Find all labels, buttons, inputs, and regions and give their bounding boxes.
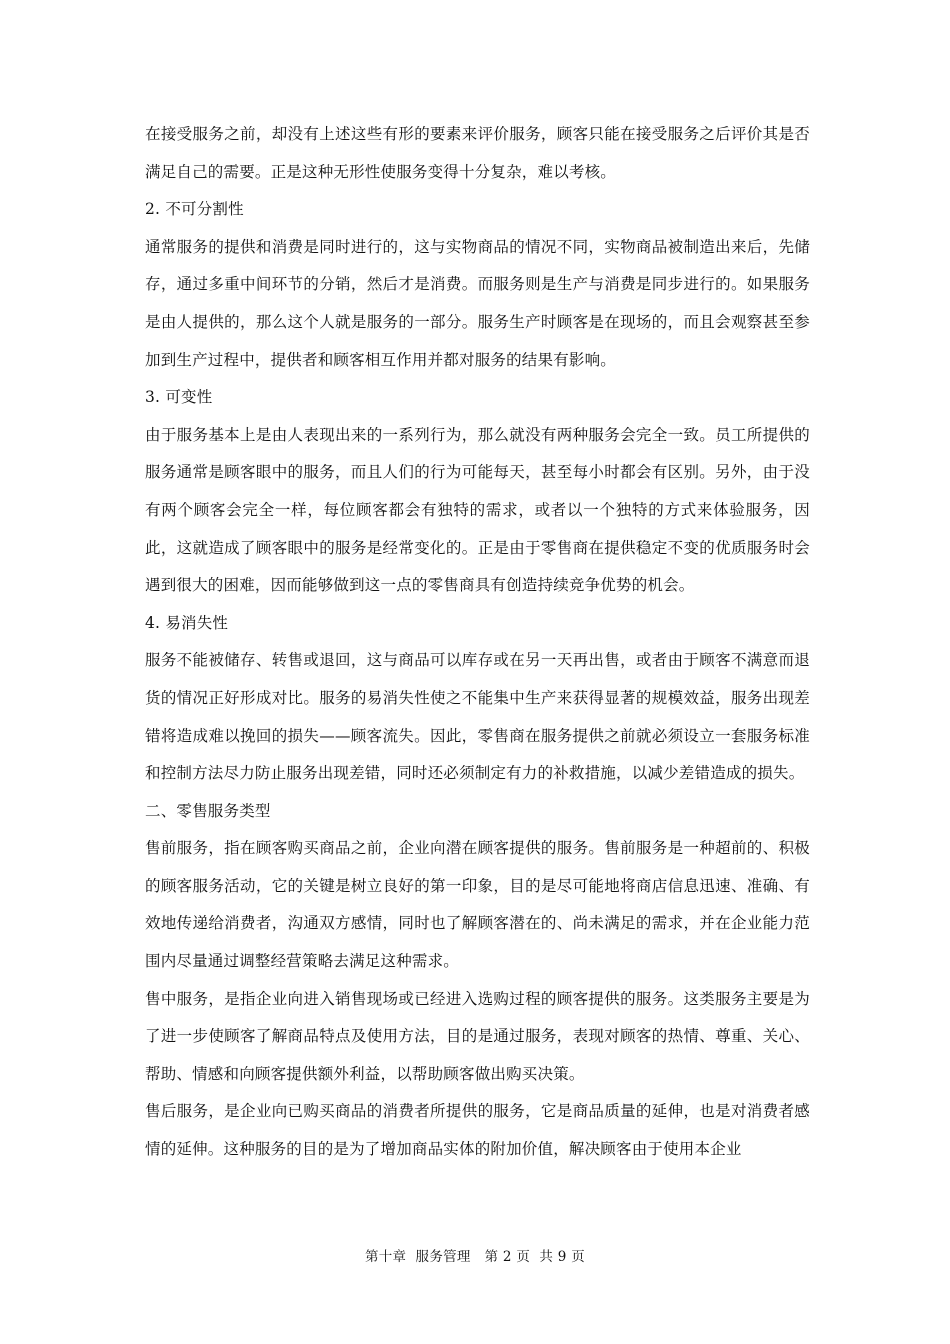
paragraph-inseparability: 通常服务的提供和消费是同时进行的，这与实物商品的情况不同，实物商品被制造出来后，先储存，通过多重中间环节的分销，然后才是消费。而服务则是生产与消费是同步进行的。如果服务是由人提供的，那么这个人就是服务的一部分。服务生产时顾客是在现场的，而且会观察甚至参加到生产过程中，提供者和顾客相互作用并都对服务的结果有影响。 bbox=[145, 237, 810, 369]
paragraph-in-sale-service: 售中服务，是指企业向进入销售现场或已经进入选购过程的顾客提供的服务。这类服务主要是为了进一步使顾客了解商品特点及使用方法，目的是通过服务，表现对顾客的热情、尊重、关心、帮助、情感和向顾客提供额外利益，以帮助顾客做出购买决策。 bbox=[145, 989, 810, 1083]
paragraph-variability: 由于服务基本上是由人表现出来的一系列行为，那么就没有两种服务会完全一致。员工所提供的服务通常是顾客眼中的服务，而且人们的行为可能每天，甚至每小时都会有区别。另外，由于没有两个顾客会完全一样，每位顾客都会有独特的需求，或者以一个独特的方式来体验服务，因此，这就造成了顾客眼中的服务是经常变化的。正是由于零售商在提供稳定不变的优质服务时会遇到很大的困难，因而能够做到这一点的零售商具有创造持续竞争优势的机会。 bbox=[145, 425, 810, 595]
paragraph-pre-sale-service: 售前服务，指在顾客购买商品之前，企业向潜在顾客提供的服务。售前服务是一种超前的、积极的顾客服务活动，它的关键是树立良好的第一印象，目的是尽可能地将商店信息迅速、准确、有效地传递给消费者，沟通双方感情，同时也了解顾客潜在的、尚未满足的需求，并在企业能力范围内尽量通过调整经营策略去满足这种需求。 bbox=[145, 839, 810, 971]
footer-page-info: 第 2 页 共 9 页 bbox=[484, 1249, 586, 1265]
footer-chapter: 第十章 服务管理 bbox=[364, 1249, 471, 1265]
heading-retail-service-types: 二、零售服务类型 bbox=[145, 801, 271, 820]
paragraph-intangibility-end: 在接受服务之前，却没有上述这些有形的要素来评价服务，顾客只能在接受服务之后评价其是否满足自己的需要。正是这种无形性使服务变得十分复杂，难以考核。 bbox=[145, 125, 810, 181]
heading-perishability: 4. 易消失性 bbox=[145, 613, 229, 632]
heading-inseparability: 2. 不可分割性 bbox=[145, 200, 244, 219]
heading-variability: 3. 可变性 bbox=[145, 388, 213, 407]
paragraph-perishability: 服务不能被储存、转售或退回，这与商品可以库存或在另一天再出售，或者由于顾客不满意而退货的情况正好形成对比。服务的易消失性使之不能集中生产来获得显著的规模效益，服务出现差错将造成难以挽回的损失——顾客流失。因此，零售商在服务提供之前就必须设立一套服务标准和控制方法尽力防止服务出现差错，同时还必须制定有力的补救措施，以减少差错造成的损失。 bbox=[145, 651, 810, 783]
page-footer bbox=[0, 1245, 950, 1265]
paragraph-after-sale-service: 售后服务，是企业向已购买商品的消费者所提供的服务，它是商品质量的延伸，也是对消费者感情的延伸。这种服务的目的是为了增加商品实体的附加价值，解决顾客由于使用本企业 bbox=[145, 1102, 810, 1159]
body-text bbox=[145, 116, 810, 1169]
